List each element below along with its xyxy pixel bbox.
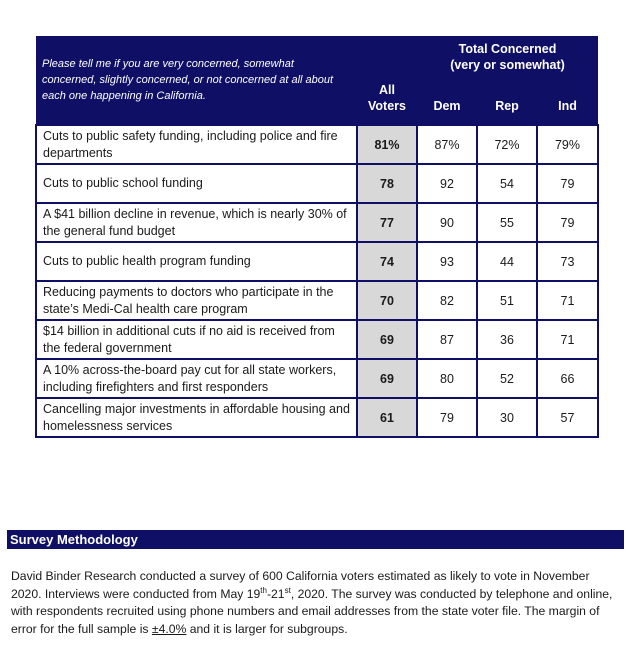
table-row [36,398,598,437]
row-label: A 10% across-the-board pay cut for all state workers, including firefighters and first responders [36,359,357,398]
methodology-text-part: David Binder Research conducted a survey of 600 California voters estimated as likely to vote in November 2020. Interviews were conducted from May 19 [11,569,590,601]
row-label: Cuts to public safety funding, including police and fire departments [36,125,357,164]
table-row [36,125,598,164]
methodology-header: Survey Methodology [7,530,624,549]
ind-value: 79 [537,164,598,203]
row-label: Reducing payments to doctors who participate in the state’s Medi-Cal health care program [36,281,357,320]
all-voters-value: 70 [357,281,417,320]
methodology-text-part: , 2020. The survey was conducted by telephone and online, with respondents recruited using phone numbers and email addresses from the state voter file. The margin of error for the full sample is [11,586,613,636]
group-header-line1: Total Concerned [458,42,557,56]
superscript: st [284,585,291,595]
ind-value: 71 [537,320,598,359]
group-header-total-concerned [417,36,598,73]
column-header-dem: Dem [417,73,477,125]
ind-value: 71 [537,281,598,320]
dem-value: 93 [417,242,477,281]
rep-value: 51 [477,281,537,320]
superscript: th [260,585,267,595]
table-row [36,203,598,242]
table-row [36,242,598,281]
all-voters-value: 74 [357,242,417,281]
row-label: Cancelling major investments in affordable housing and homelessness services [36,398,357,437]
dem-value: 87% [417,125,477,164]
all-voters-line1: All [379,83,395,97]
margin-of-error: ±4.0% [151,621,187,636]
dem-value: 79 [417,398,477,437]
all-voters-value: 69 [357,320,417,359]
rep-value: 44 [477,242,537,281]
rep-value: 55 [477,203,537,242]
column-header-rep: Rep [477,73,537,125]
rep-value: 54 [477,164,537,203]
concern-table [35,36,599,438]
row-label: Cuts to public health program funding [36,242,357,281]
table-row [36,164,598,203]
question-text: Please tell me if you are very concerned, somewhat concerned, slightly concerned, or not concerned at all about each one happening in California. [36,36,357,125]
row-label: A $41 billion decline in revenue, which is nearly 30% of the general fund budget [36,203,357,242]
dem-value: 90 [417,203,477,242]
all-voters-value: 81% [357,125,417,164]
table-row [36,320,598,359]
all-voters-value: 69 [357,359,417,398]
group-header-line2: (very or somewhat) [450,58,565,72]
all-voters-value: 77 [357,203,417,242]
dem-value: 87 [417,320,477,359]
dem-value: 82 [417,281,477,320]
methodology-text [11,568,617,638]
rep-value: 30 [477,398,537,437]
column-header-ind: Ind [537,73,598,125]
ind-value: 79 [537,203,598,242]
ind-value: 57 [537,398,598,437]
table-row [36,359,598,398]
rep-value: 52 [477,359,537,398]
dem-value: 92 [417,164,477,203]
methodology-text-part: -21 [266,586,285,601]
ind-value: 79% [537,125,598,164]
ind-value: 73 [537,242,598,281]
dem-value: 80 [417,359,477,398]
all-voters-value: 78 [357,164,417,203]
methodology-text-part: and it is larger for subgroups. [186,621,348,636]
ind-value: 66 [537,359,598,398]
rep-value: 72% [477,125,537,164]
all-voters-line2: Voters [368,99,406,113]
all-voters-value: 61 [357,398,417,437]
rep-value: 36 [477,320,537,359]
row-label: $14 billion in additional cuts if no aid is received from the federal government [36,320,357,359]
row-label: Cuts to public school funding [36,164,357,203]
column-header-all-voters [357,36,417,125]
table-row [36,281,598,320]
